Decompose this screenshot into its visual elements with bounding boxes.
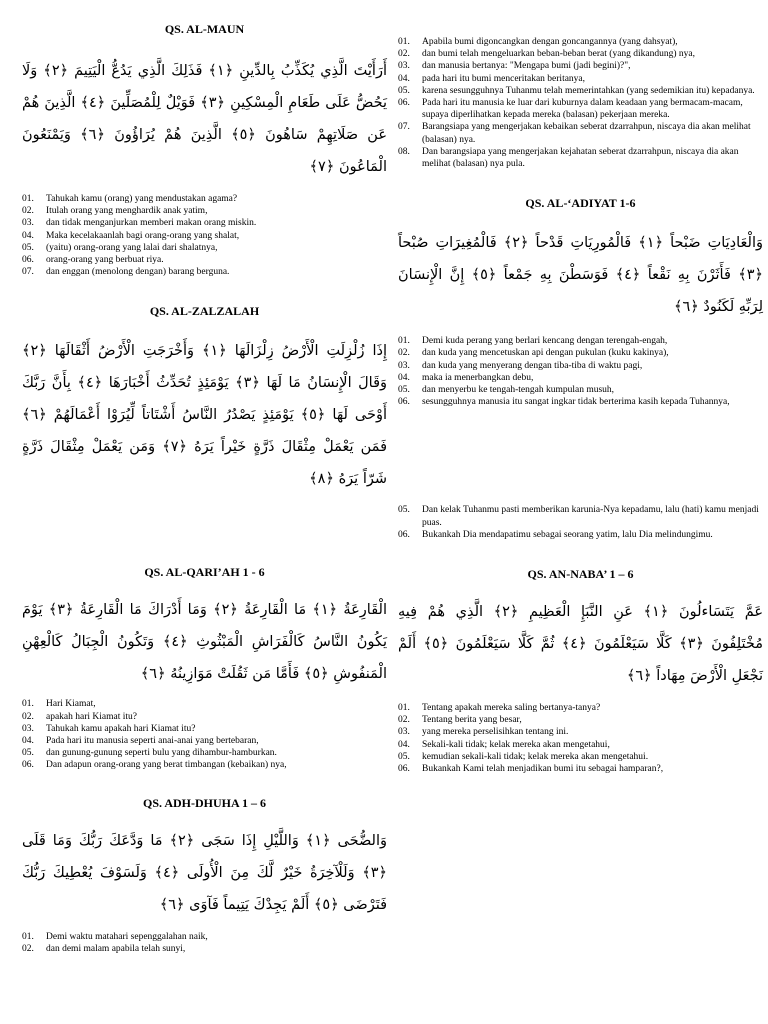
translation-list [398, 335, 763, 408]
list-item: 01. Tahukah kamu (orang) yang mendustakan agama? [22, 194, 238, 204]
list-item: 01. Hari Kiamat, [22, 699, 96, 710]
translation-list [22, 698, 387, 771]
translation-list [398, 36, 763, 170]
list-item: 05. kemudian sekali-kali tidak; kelak mereka akan mengetahui. [398, 751, 649, 762]
list-item: 06. Pada hari itu manusia ke luar dari kuburnya dalam keadaan yang bermacam-macam, supaya diperlihatkan kepada mereka (balasan) pekerjaan mereka. [398, 98, 743, 121]
list-item: 04. maka ia menerbangkan debu, [398, 372, 534, 383]
section-al-maun [22, 22, 387, 278]
list-item: 02. dan bumi telah mengeluarkan beban-beban berat (yang dikandung) nya, [398, 49, 696, 60]
list-item: 04. pada hari itu bumi menceritakan beritanya, [398, 73, 586, 84]
list-item: 06. orang-orang yang berbuat riya. [22, 255, 164, 266]
list-item: 06. Bukankah Dia mendapatimu sebagai seorang yatim, lalu Dia melindungimu. [398, 529, 713, 540]
list-item: 03. yang mereka perselisihkan tentang ini. [398, 727, 569, 738]
arabic-verses: إِذَا زُلْزِلَتِ الْأَرْضُ زِلْزَالَهَا ﴿١﴾ وَأَخْرَجَتِ الْأَرْضُ أَثْقَالَهَا ﴿٢﴾ وَقَالَ الْإِنسَانُ مَا لَهَا ﴿٣﴾ يَوْمَئِذٍ تُحَدِّثُ أَخْبَارَهَا ﴿٤﴾ بِأَنَّ رَبَّكَ أَوْحَى لَهَا ﴿٥﴾ يَوْمَئِذٍ يَصْدُرُ النَّاسُ أَشْتَاتاً لِّيُرَوْا أَعْمَالَهُمْ ﴿٦﴾ فَمَن يَعْمَلْ مِثْقَالَ ذَرَّةٍ خَيْراً يَرَهُ ﴿٧﴾ وَمَن يَعْمَلْ مِثْقَالَ ذَرَّةٍ شَرّاً يَرَهُ ﴿٨﴾ [22, 343, 388, 488]
section-title: QS. ADH-DHUHA 1 – 6 [142, 795, 266, 810]
arabic-verses: وَالضُّحَى ﴿١﴾ وَاللَّيْلِ إِذَا سَجَى ﴿٢﴾ مَا وَدَّعَكَ رَبُّكَ وَمَا قَلَى ﴿٣﴾ وَلَلْآخِرَةُ خَيْرٌ لَّكَ مِنَ الْأُولَى ﴿٤﴾ وَلَسَوْفَ يُعْطِيكَ رَبُّكَ فَتَرْضَى ﴿٥﴾ أَلَمْ يَجِدْكَ يَتِيماً فَآوَى ﴿٦﴾ [22, 832, 387, 913]
list-item: 02. dan demi malam apabila telah sunyi, [22, 943, 186, 954]
list-item: 02. apakah hari Kiamat itu? [22, 711, 138, 722]
list-item: 03. dan tidak menganjurkan memberi makan orang miskin. [22, 218, 257, 229]
arabic-verses: عَمَّ يَتَسَاءلُونَ ﴿١﴾ عَنِ النَّبَإِ الْعَظِيمِ ﴿٢﴾ الَّذِي هُمْ فِيهِ مُخْتَلِفُونَ ﴿٣﴾ كَلَّا سَيَعْلَمُونَ ﴿٤﴾ ثُمَّ كَلَّا سَيَعْلَمُونَ ﴿٥﴾ أَلَمْ نَجْعَلِ الْأَرْضَ مِهَاداً ﴿٦﴾ [398, 604, 764, 685]
section-title: QS. AN-NABA’ 1 – 6 [527, 567, 634, 582]
translation-list [398, 504, 763, 541]
translation-list [22, 193, 387, 278]
list-item: 06. Dan adapun orang-orang yang berat timbangan (kebaikan) nya, [22, 760, 287, 771]
section-title: QS. AL-‘ADIYAT 1-6 [525, 196, 636, 211]
section-adh-dhuha [22, 796, 387, 955]
list-item: 05. karena sesungguhnya Tuhanmu telah memerintahkan (yang sedemikian itu) kepadanya. [398, 85, 755, 96]
section-al-adiyat [398, 196, 763, 408]
list-item: 04. Pada hari itu manusia seperti anai-anai yang bertebaran, [22, 736, 259, 747]
arabic-verses: وَالْعَادِيَاتِ ضَبْحاً ﴿١﴾ فَالْمُورِيَاتِ قَدْحاً ﴿٢﴾ فَالْمُغِيرَاتِ صُبْحاً ﴿٣﴾ فَأَثَرْنَ بِهِ نَقْعاً ﴿٤﴾ فَوَسَطْنَ بِهِ جَمْعاً ﴿٥﴾ إِنَّ الْإِنسَانَ لِرَبِّهِ لَكَنُودٌ ﴿٦﴾ [398, 235, 763, 316]
translation-list [22, 931, 387, 955]
section-an-naba [398, 567, 763, 775]
list-item: 02. Tentang berita yang besar, [398, 715, 522, 726]
list-item: 07. Barangsiapa yang mengerjakan kebaikan seberat dzarrahpun, niscaya dia akan melihat (balasan) nya. [398, 122, 751, 145]
list-item: 01. Apabila bumi digoncangkan dengan goncangannya (yang dahsyat), [398, 37, 678, 47]
list-item: 04. Sekali-kali tidak; kelak mereka akan mengetahui, [398, 739, 610, 750]
list-item: 05. dan menyerbu ke tengah-tengah kumpulan musuh, [398, 385, 615, 396]
section-title: QS. AL-MAUN [164, 22, 245, 36]
list-item: 01. Demi kuda perang yang berlari kencang dengan terengah-engah, [398, 336, 668, 347]
arabic-verses: أَرَأَيْتَ الَّذِي يُكَذِّبُ بِالدِّينِ ﴿١﴾ فَذَلِكَ الَّذِي يَدُعُّ الْيَتِيمَ ﴿٢﴾ وَلَا يَحُضُّ عَلَى طَعَامِ الْمِسْكِينِ ﴿٣﴾ فَوَيْلٌ لِلْمُصَلِّينَ ﴿٤﴾ الَّذِينَ هُمْ عَن صَلَاتِهِمْ سَاهُونَ ﴿٥﴾ الَّذِينَ هُمْ يُرَاؤُونَ ﴿٦﴾ وَيَمْنَعُونَ الْمَاعُونَ ﴿٧﴾ [22, 63, 387, 175]
list-item: 06. sesungguhnya manusia itu sangat ingkar tidak berterima kasih kepada Tuhannya, [398, 397, 730, 408]
list-item: 05. dan gunung-gunung seperti bulu yang dihambur-hamburkan. [22, 748, 277, 759]
list-item: 05. Dan kelak Tuhanmu pasti memberikan karunia-Nya kepadamu, lalu (hati) kamu menjadi puas. [398, 505, 759, 528]
list-item: 01. Demi waktu matahari sepenggalahan naik, [22, 931, 208, 942]
list-item: 08. Dan barangsiapa yang mengerjakan kejahatan seberat dzarrahpun, niscaya dia akan melihat (balasan) nya pula. [398, 146, 739, 170]
section-title: QS. AL-QARI’AH 1 - 6 [144, 565, 265, 580]
list-item: 02. Itulah orang yang menghardik anak yatim, [22, 206, 208, 217]
left-column [22, 22, 387, 955]
arabic-verses: الْقَارِعَةُ ﴿١﴾ مَا الْقَارِعَةُ ﴿٢﴾ وَمَا أَدْرَاكَ مَا الْقَارِعَةُ ﴿٣﴾ يَوْمَ يَكُونُ النَّاسُ كَالْفَرَاشِ الْمَبْثُوثِ ﴿٤﴾ وَتَكُونُ الْجِبَالُ كَالْعِهْنِ الْمَنفُوشِ ﴿٥﴾ فَأَمَّا مَن ثَقُلَتْ مَوَازِينُهُ ﴿٦﴾ [22, 602, 387, 683]
list-item: 07. dan enggan (menolong dengan) barang berguna. [22, 267, 230, 278]
list-item: 03. dan manusia bertanya: "Mengapa bumi (jadi begini)?", [398, 61, 631, 72]
list-item: 05. (yaitu) orang-orang yang lalai dari shalatnya, [22, 242, 218, 253]
section-al-zalzalah-translation [398, 36, 763, 170]
list-item: 04. Maka kecelakaanlah bagi orang-orang yang shalat, [22, 230, 240, 241]
section-al-qariah [22, 565, 387, 771]
section-al-zalzalah [22, 304, 387, 495]
list-item: 06. Bukankah Kami telah menjadikan bumi itu sebagai hamparan?, [398, 764, 664, 775]
section-title: QS. AL-ZALZALAH [149, 304, 260, 319]
list-item: 01. Tentang apakah mereka saling bertanya-tanya? [398, 703, 601, 714]
list-item: 03. dan kuda yang menyerang dengan tiba-tiba di waktu pagi, [398, 360, 643, 371]
list-item: 03. Tahukah kamu apakah hari Kiamat itu? [22, 723, 196, 734]
list-item: 02. dan kuda yang mencetuskan api dengan pukulan (kuku kakinya), [398, 348, 669, 359]
right-column [398, 36, 763, 775]
translation-list [398, 702, 763, 775]
section-adh-dhuha-translation [398, 504, 763, 541]
